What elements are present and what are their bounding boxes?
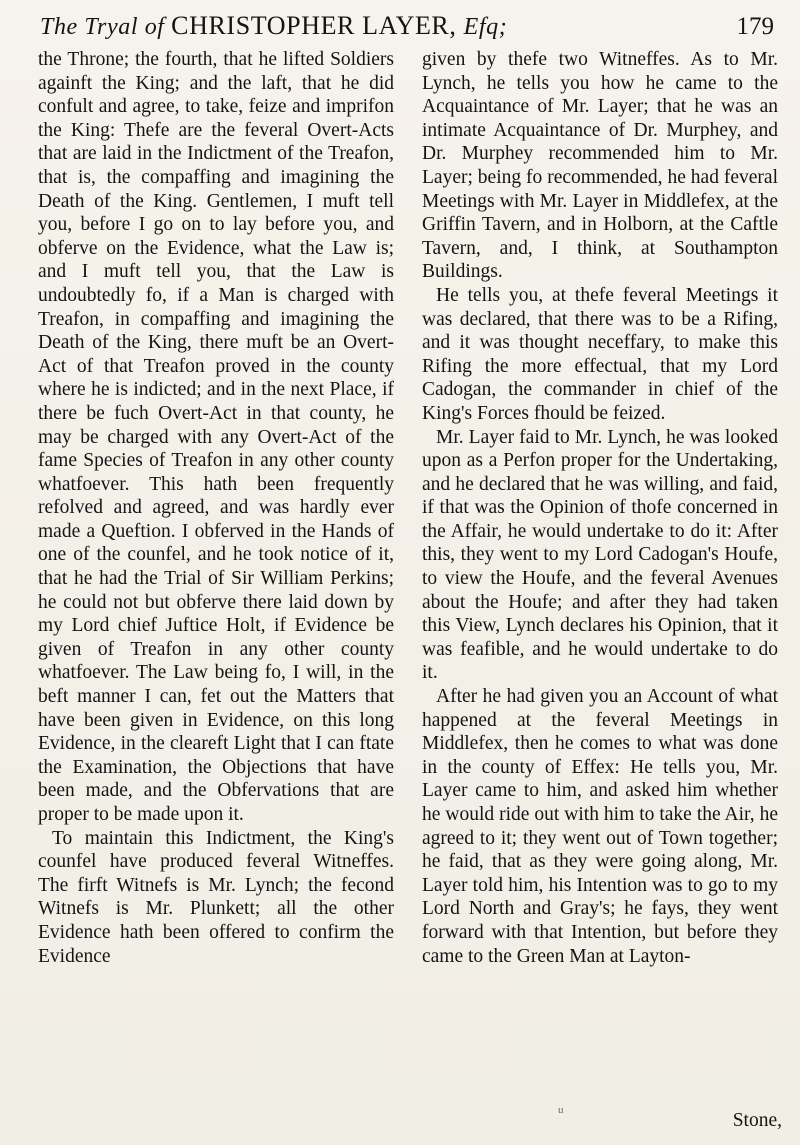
title-prefix: The [40, 14, 85, 40]
title-tryal: Tryal [84, 14, 145, 40]
right-column [422, 48, 778, 968]
title-esq: Efq; [463, 14, 508, 40]
running-header [40, 10, 780, 42]
right-paragraph-1: given by thefe two Witneffes. As to Mr. Lynch, he tells you how he came to the Acquaintance of Mr. Layer; that he was an intimate Acquaintance of Dr. Murphey, and Dr. Murphey recommended him to Mr. Layer; being fo recommended, he had feveral Meetings with Mr. Layer in Middlefex, at the Griffin Tavern, and in Holborn, at the Caftle Tavern, and, I think, at Southampton Buildings. [422, 49, 778, 283]
left-paragraph-1: the Throne; the fourth, that he lifted Soldiers againft the King; and the laft, that he did confult and agree, to take, feize and imprifon the King: Thefe are the feveral Overt-Acts that are laid in the Indictment of the Treafon, that is, the compaffing and imagining the Death of the King. Gentlemen, I muft tell you, before I go on to lay before you, and obferve on the Evidence, what the Law is; and I muft tell you, that the Law is undoubtedly fo, if a Man is charged with Treafon, in compaffing and imagining the Death of the King, there muft be an Overt-Act of that Treafon proved in the county where he is indicted; and in the next Place, if there be fuch Overt-Act in that county, he may be charged with any Overt-Act of the fame Species of Treafon in any other county whatfoever. This hath been frequently refolved and agreed, and was hardly ever made a Queftion. I obferved in the Hands of one of the counfel, and he took notice of it, that he had the Trial of Sir William Perkins; he could not but obferve there laid down by my Lord chief Juftice Holt, if Evidence be given of Treafon in any other county whatfoever. The Law being fo, I will, in the beft manner I can, fet out the Matters that have been given in Evidence, on this long Evidence, in the cleareft Light that I can ftate the Examination, the Objections that have been made, and the Obfervations that are proper to be made upon it. [38, 49, 394, 825]
title-name: CHRISTOPHER LAYER, [171, 11, 464, 40]
text-columns [38, 48, 784, 1128]
signature-mark: u [558, 1104, 564, 1116]
catchword: Stone, [732, 1110, 782, 1131]
page-number: 179 [736, 13, 774, 40]
running-title [40, 10, 507, 43]
right-paragraph-3: Mr. Layer faid to Mr. Lynch, he was looked upon as a Perfon proper for the Undertaking, and he declared that he was willing, and faid, if that was the Opinion of thofe concerned in the Affair, he would undertake to do it: After this, they went to my Lord Cadogan's Houfe, to view the Houfe, and the feveral Avenues about the Houfe; and after they had taken this View, Lynch declares his Opinion, that it was feafible, and he would undertake to do it. [422, 426, 778, 684]
right-paragraph-2: He tells you, at thefe feveral Meetings it was declared, that there was to be a Rifing, and it was thought neceffary, to make this Rifing the more effectual, that my Lord Cadogan, the commander in chief of the King's Forces fhould be feized. [422, 284, 778, 424]
left-paragraph-2: To maintain this Indictment, the King's counfel have produced feveral Witneffes. The firft Witnefs is Mr. Lynch; the fecond Witnefs is Mr. Plunkett; all the other Evidence hath been offered to confirm the Evidence [38, 827, 394, 967]
title-of: of [144, 14, 172, 40]
left-column [38, 48, 394, 968]
right-paragraph-4: After he had given you an Account of what happened at the feveral Meetings in Middlefex, then he comes to what was done in the county of Effex: He tells you, Mr. Layer came to him, and asked him whether he would ride out with him to take the Air, he agreed to it; they went out of Town together; he faid, that as they were going along, Mr. Layer told him, his Intention was to go to my Lord North and Gray's; he fays, they went forward with that Intention, but before they came to the Green Man at Layton- [422, 686, 778, 967]
